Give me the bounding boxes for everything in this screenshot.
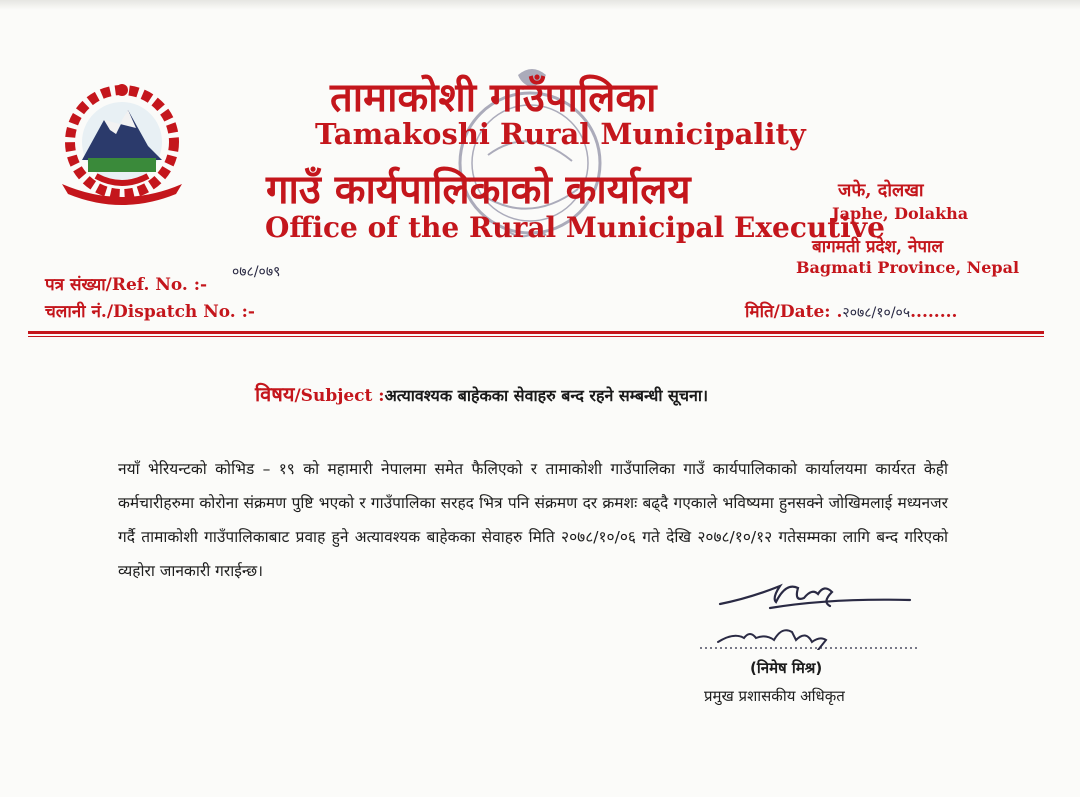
notice-body-text: नयाँ भेरियन्टको कोभिड – १९ को महामारी नेपालमा समेत फैलिएको र तामाकोशी गाउँपालिका गाउँ कार्यपालिकाको कार्यालयमा कार्यरत केही कर्मचारीहरुमा कोरोना संक्रमण पुष्टि भएको र गाउँपालिका सरहद भित्र पनि संक्रमण दर क्रमशः बढ्दै गएकाले भविष्यमा हुनसक्ने जोखिमलाई मध्यनजर गर्दै तामाकोशी गाउँपालिकाबाट प्रवाह हुने अत्यावश्यक बाहेकका सेवाहरु मिति २०७८/१०/०६ गते देखि २०७८/१०/१२ गतेसम्मका लागि बन्द गरिएको व्यहोरा जानकारी गराईन्छ।	[118, 460, 948, 580]
address-line1-nepali: जफे, दोलखा	[838, 180, 924, 201]
municipality-name-english: Tamakoshi Rural Municipality	[315, 117, 806, 151]
nepal-emblem-icon	[52, 80, 192, 206]
subject-label-english: /Subject :	[294, 386, 385, 406]
address-line1-english: Japhe, Dolakha	[832, 204, 969, 223]
office-name-nepali: गाउँ कार्यपालिकाको कार्यालय	[266, 166, 691, 213]
subject-line	[255, 380, 708, 407]
date-trail: ........	[910, 302, 958, 322]
dispatch-no-label: चलानी नं./Dispatch No. :-	[45, 302, 255, 322]
office-name-english: Office of the Rural Municipal Executive	[265, 211, 885, 244]
ref-no-value: ०७८/०७९	[232, 264, 281, 280]
header-divider	[28, 331, 1044, 334]
header-divider-thin	[28, 336, 1044, 337]
ref-no-label: पत्र संख्या/Ref. No. :-	[45, 275, 208, 295]
date-label: मिति/Date: .	[745, 302, 843, 322]
subject-label-nepali: विषय	[255, 382, 295, 406]
address-line2-english: Bagmati Province, Nepal	[796, 258, 1020, 277]
subject-text: अत्यावश्यक बाहेकका सेवाहरु बन्द रहने सम्बन्धी सूचना।	[384, 386, 709, 405]
address-line2-nepali: बागमती प्रदेश, नेपाल	[812, 237, 943, 257]
handwritten-signature	[700, 560, 930, 650]
signatory-title: प्रमुख प्रशासकीय अधिकृत	[704, 687, 845, 705]
municipality-name-nepali: तामाकोशी गाउँपालिका	[330, 74, 657, 121]
date-field	[745, 299, 957, 322]
signatory-name: (निमेष मिश्र)	[750, 659, 823, 677]
date-value: २०७८/१०/०५	[842, 305, 911, 321]
